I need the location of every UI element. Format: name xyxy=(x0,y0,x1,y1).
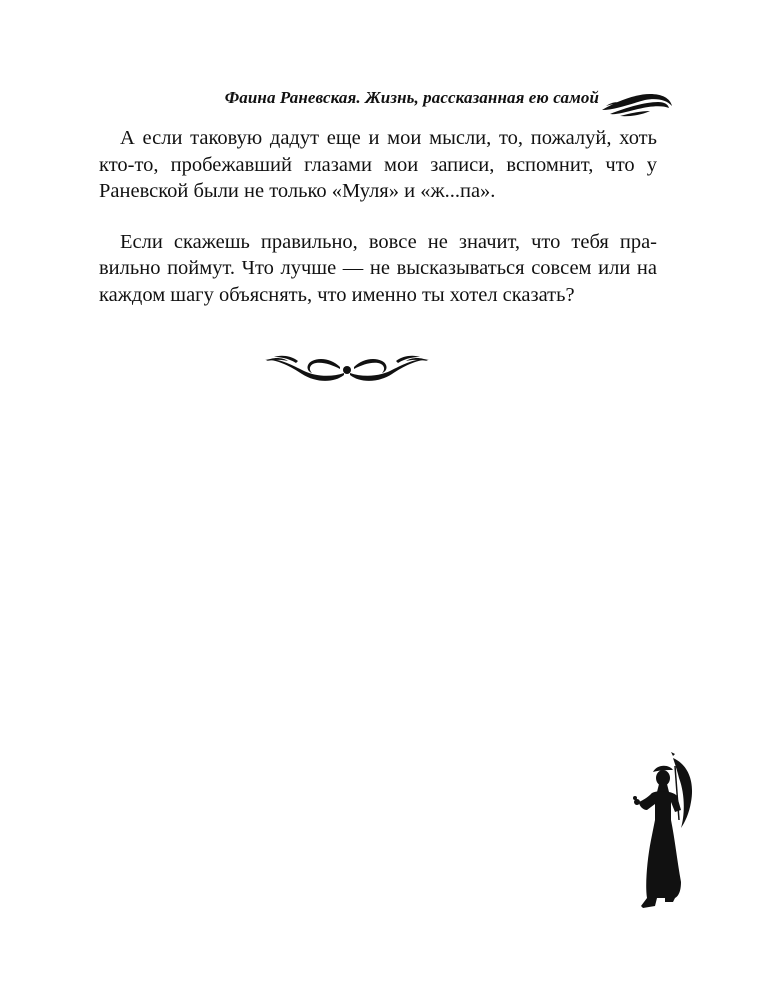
paragraph-1: А если таковую дадут еще и мои мысли, то, пожалуй, хоть кто-то, пробежавший глазами мои записи, вспомнит, что у Раневской были не только «Муля» и «ж...па». xyxy=(99,127,657,202)
woman-with-umbrella-silhouette-icon xyxy=(625,750,705,912)
scroll-divider-icon xyxy=(262,347,432,389)
running-header xyxy=(100,80,675,120)
body-text xyxy=(99,125,657,332)
paragraph-2: Если скажешь правильно, вовсе не значит, что тебя правильно поймут. Что лучше — не высказываться совсем или на каждом шагу объяснять, что именно ты хотел сказать? xyxy=(99,230,657,306)
running-header-title: Фаина Раневская. Жизнь, рассказанная ею самой xyxy=(224,88,599,107)
calligraphic-swash-icon xyxy=(600,80,675,120)
